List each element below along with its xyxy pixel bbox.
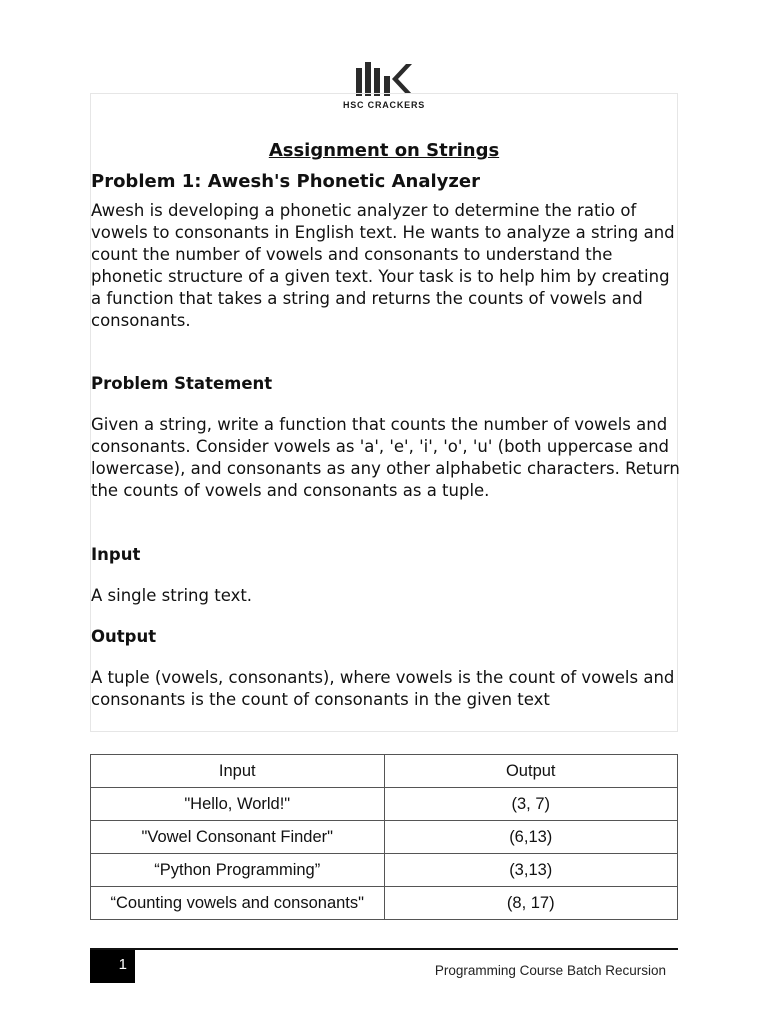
table-header-output: Output [384, 755, 678, 788]
table-row [91, 854, 678, 887]
problem-statement-heading: Problem Statement [91, 374, 273, 393]
assignment-title: Assignment on Strings [268, 140, 500, 161]
table-cell-input: “Python Programming” [91, 854, 385, 887]
table-cell-input: "Hello, World!" [91, 788, 385, 821]
problem-intro: Awesh is developing a phonetic analyzer to determine the ratio of vowels to consonants in English text. He wants to analyze a string and count the number of vowels and consonants to understand the phonetic structure of a given text. Your task is to help him by creating a function that takes a string and returns the counts of vowels and consonants. [91, 201, 675, 330]
table-cell-output: (3,13) [384, 854, 678, 887]
table-cell-output: (3, 7) [384, 788, 678, 821]
hsc-logo-icon [356, 62, 412, 96]
table-header-row [91, 755, 678, 788]
table-row [91, 788, 678, 821]
table-cell-input: “Counting vowels and consonants" [91, 887, 385, 920]
table-row [91, 887, 678, 920]
problem-statement-text: Given a string, write a function that counts the number of vowels and consonants. Consider vowels as 'a', 'e', 'i', 'o', 'u' (both uppercase and lowercase), and consonants as any other alphabetic characters. Return the counts of vowels and consonants as a tuple. [91, 415, 680, 500]
table-row [91, 821, 678, 854]
table-cell-output: (8, 17) [384, 887, 678, 920]
table-cell-output: (6,13) [384, 821, 678, 854]
problem-title: Problem 1: Awesh's Phonetic Analyzer [91, 171, 480, 192]
footer-divider [90, 948, 678, 950]
footer-course-name: Programming Course Batch Recursion [434, 963, 666, 978]
input-heading: Input [91, 545, 141, 564]
table-header-input: Input [91, 755, 385, 788]
page-number: 1 [90, 950, 135, 983]
input-text: A single string text. [91, 586, 253, 605]
output-heading: Output [91, 627, 157, 646]
logo-text: HSC CRACKERS [342, 100, 426, 110]
table-cell-input: "Vowel Consonant Finder" [91, 821, 385, 854]
examples-table [90, 754, 678, 920]
output-text: A tuple (vowels, consonants), where vowels is the count of vowels and consonants is the count of consonants in the given text [91, 668, 675, 709]
